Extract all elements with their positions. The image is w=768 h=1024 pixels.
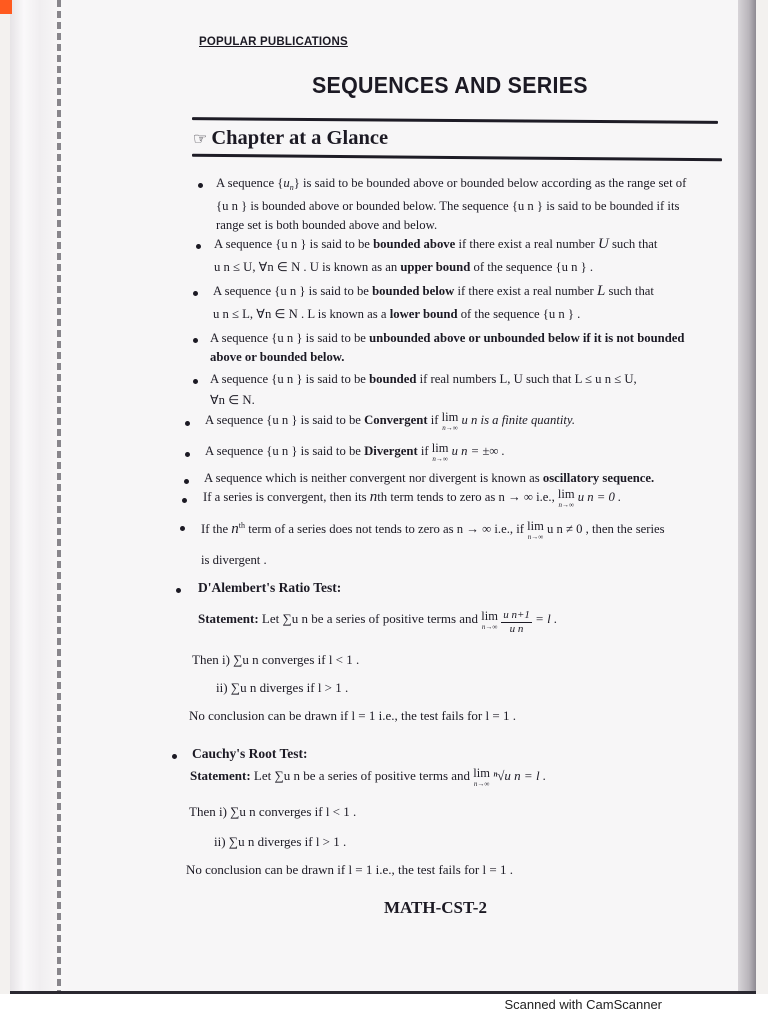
bullet-dot [184,479,189,484]
scanner-watermark: Scanned with CamScanner [504,997,662,1012]
bullet-dot [185,421,190,426]
bullet-dot [193,379,198,384]
root-test-heading: Cauchy's Root Test: [192,746,308,761]
limit-operator: lim n→∞ [473,766,490,788]
bullet-nth-term: If a series is convergent, then its nth term tends to zero as n → ∞ i.e., lim n→∞ u n = 0 . [203,487,622,509]
corner-mark [0,0,12,14]
bullet-convergent: A sequence {u n } is said to be Convergent if lim n→∞ u n is a finite quantity. [205,410,575,432]
root-test-conclusion: No conclusion can be drawn if l = 1 i.e., the test fails for l = 1 . [186,862,513,877]
bullet-bounded-below: A sequence {u n } is said to be bounded below if there exist a real number L such that u n ≤ L, ∀n ∈ N . L is known as a lower bound of the sequence {u n } . [213,283,654,321]
bullet-unbounded: A sequence {u n } is said to be unbounded above or unbounded below if it is not bounded above or bounded below. [210,331,685,364]
chapter-title: SEQUENCES AND SERIES [312,72,588,98]
section-title [193,127,388,150]
bullet-bounded: A sequence {u n } is said to be bounded if real numbers L, U such that L ≤ u n ≤ U, ∀n ∈ N. [210,372,637,407]
pointing-hand-icon: ☞ [193,131,208,148]
bullet-dot [172,754,177,759]
bullet-dot [185,452,190,457]
publisher-header: POPULAR PUBLICATIONS [199,36,348,48]
ratio-test-statement: Statement: Let ∑u n be a series of positive terms and lim n→∞ $\frac{\text{u n+1}}{\text{u n}}$ = l . [198,609,558,635]
book-spine-shadow [738,0,756,994]
bullet-dot [196,244,201,249]
ratio-test-heading: D'Alembert's Ratio Test: [198,580,342,595]
root-test-statement: Statement: Let ∑u n be a series of positive terms and lim n→∞ ⁿ√u n = l . [190,766,547,788]
bullet-dot [193,338,198,343]
bullet-oscillatory: A sequence which is neither convergent nor divergent is known as oscillatory sequence. [204,471,655,485]
ratio-test-converges: Then i) ∑u n converges if l < 1 . [192,652,360,667]
root-test-converges: Then i) ∑u n converges if l < 1 . [189,804,357,819]
bullet-bounded-def: A sequence $\{u_n\}$ is said to be bounded above or bounded below according as the range set of {u n } is bounded above or bounded below. The sequence {u n } is said to be bounded if its range set is both bounded above and below. [216,176,687,232]
limit-operator: lim n→∞ [481,609,498,631]
bullet-dot [198,183,203,188]
bullet-dot [180,526,185,531]
bullet-dot [176,588,181,593]
limit-operator: lim n→∞ [441,410,459,432]
page-binding [10,0,72,994]
limit-operator: lim n→∞ [527,519,544,542]
ratio-test-conclusion: No conclusion can be drawn if l = 1 i.e., the test fails for l = 1 . [189,708,516,723]
limit-operator: lim n→∞ [557,487,575,509]
bullet-bounded-above: A sequence {u n } is said to be bounded above if there exist a real number U such that u n ≤ U, ∀n ∈ N . U is known as an upper bound of the sequence {u n } . [214,236,658,274]
bullet-dot [182,498,187,503]
ratio-test-diverges: ii) ∑u n diverges if l > 1 . [216,680,349,695]
ratio-fraction: $\frac{\text{u n+1}}{\text{u n}}$ [503,609,530,635]
bullet-divergence-test: If the $n^{th}$ term of a series does not tends to zero as n → ∞ i.e., if lim n→∞ u n ≠ 0 , then the series is divergent . [201,519,665,568]
bullet-divergent: A sequence {u n } is said to be Divergent if lim n→∞ u n = ±∞ . [205,441,505,463]
bullet-dot [193,291,198,296]
page-code: MATH-CST-2 [384,898,487,917]
limit-operator: lim n→∞ [431,441,449,463]
root-test-diverges: ii) ∑u n diverges if l > 1 . [214,834,347,849]
binding-stitch [57,0,61,994]
section-title-text: Chapter at a Glance [211,127,389,149]
